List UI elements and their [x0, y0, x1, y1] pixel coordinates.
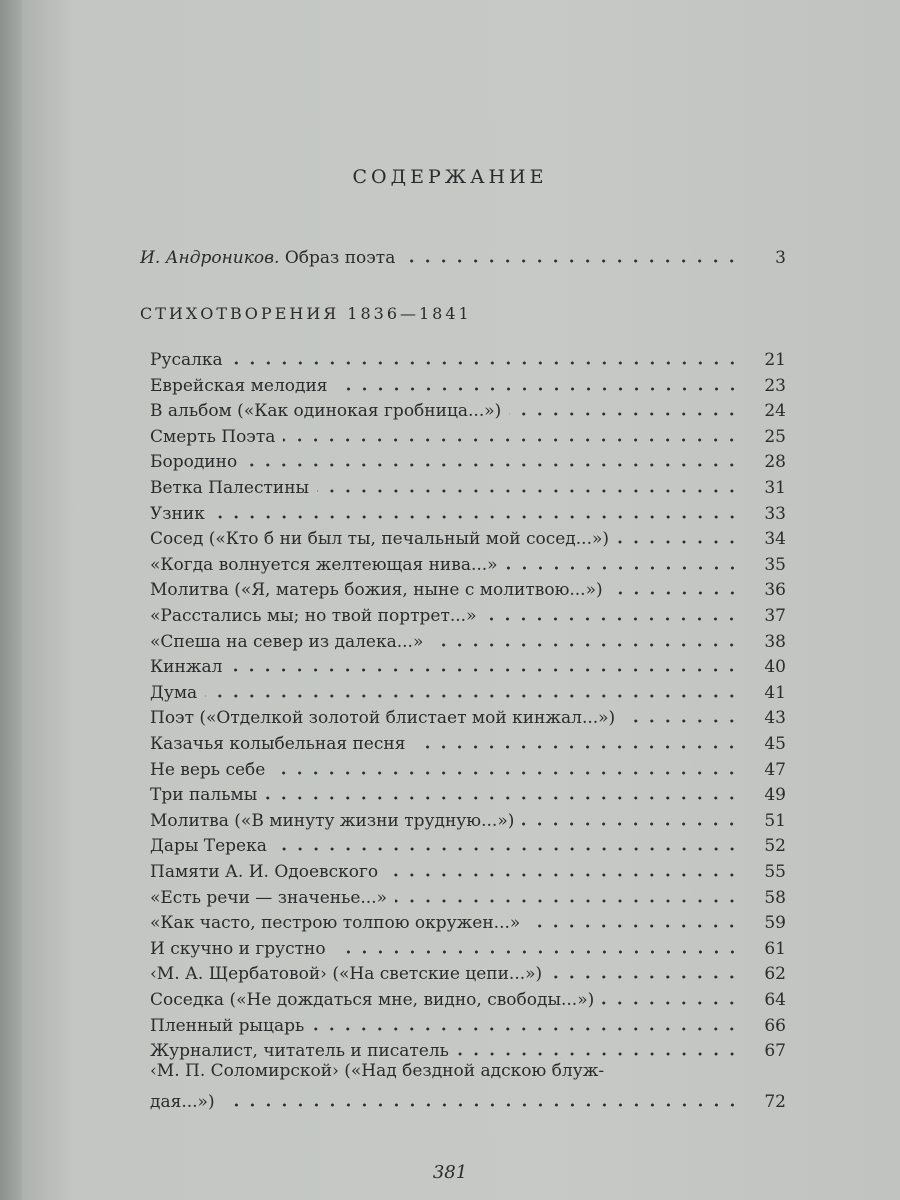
leader-dots [273, 771, 740, 775]
toc-entry-page: 33 [764, 503, 786, 524]
toc-entry [150, 421, 786, 447]
leader-dots [223, 1103, 740, 1107]
toc-entry [150, 395, 786, 421]
leader-dots [509, 412, 740, 416]
leader-dots [317, 489, 740, 493]
toc-entry [150, 907, 786, 933]
leader-dots [403, 259, 740, 263]
toc-entry-title: Соседка («Не дождаться мне, видно, свободы...») [150, 990, 595, 1010]
toc-entry-title: Смерть Поэта [150, 426, 276, 447]
toc-entry-page: 31 [764, 478, 786, 498]
toc-entry-page: 36 [764, 580, 786, 601]
leader-dots [413, 745, 740, 749]
toc-entry-title: «Есть речи — значенье...» [150, 887, 388, 908]
toc-entry-page: 66 [764, 1015, 786, 1036]
toc-entry-page: 72 [764, 1092, 786, 1113]
toc-entry-page: 61 [764, 938, 786, 959]
leader-dots [431, 643, 740, 647]
leader-dots [386, 873, 740, 877]
toc-entry [150, 446, 786, 472]
toc-entry [150, 651, 786, 677]
leader-dots [213, 515, 740, 519]
leader-dots [484, 617, 740, 621]
toc-entry-title: Дары Терека [150, 836, 267, 857]
toc-entry [150, 933, 786, 959]
toc-entry-title: Памяти А. И. Одоевского [150, 862, 379, 882]
leader-dots [550, 975, 740, 979]
leader-dots [611, 591, 740, 595]
leader-dots [336, 387, 740, 391]
toc-entry-page: 55 [764, 862, 786, 882]
leader-dots [617, 540, 740, 544]
toc-entry-page: 41 [764, 682, 786, 703]
toc-entry [150, 779, 786, 805]
toc-entry-title: Не верь себе [150, 759, 266, 780]
page-title: СОДЕРЖАНИЕ [352, 166, 548, 188]
intro-author: И. Андроников. [140, 248, 280, 268]
toc-entry [150, 805, 786, 831]
leader-dots [265, 796, 740, 800]
leader-dots [312, 1027, 740, 1031]
toc-entry-title: ‹М. П. Соломирской› («Над бездной адскою блуж- [150, 1060, 605, 1081]
toc-entry [150, 754, 786, 780]
toc-entry-title: «Спеша на север из далека...» [150, 631, 424, 652]
toc-entry-title: Бородино [150, 452, 238, 473]
toc-entry-title: «Когда волнуется желтеющая нива...» [150, 554, 498, 575]
leader-dots [230, 668, 740, 672]
leader-dots [623, 719, 740, 723]
toc-entry [150, 549, 786, 575]
toc-entry-title: Казачья колыбельная песня [150, 734, 406, 754]
toc-entry-title: Поэт («Отделкой золотой блистает мой кинжал...») [150, 708, 616, 729]
toc-entry-page: 59 [764, 913, 786, 934]
leader-dots [283, 438, 740, 442]
toc-entry-title: Пленный рыцарь [150, 1015, 305, 1036]
section-heading: СТИХОТВОРЕНИЯ 1836—1841 [140, 304, 472, 323]
toc-entry-title: Ветка Палестины [150, 478, 310, 498]
toc-entry-page: 58 [764, 887, 786, 908]
toc-entry-title: Сосед («Кто б ни был ты, печальный мой сосед...») [150, 529, 609, 550]
toc-entry-title: И скучно и грустно [150, 938, 326, 959]
toc-entry-page: 35 [764, 554, 786, 575]
toc-entry-title: Три пальмы [150, 785, 258, 806]
toc-entry [150, 856, 786, 882]
leader-dots [245, 463, 740, 467]
leader-dots [522, 822, 740, 826]
toc-entry-page: 37 [764, 606, 786, 626]
toc-entry [150, 882, 786, 908]
leader-dots [602, 1001, 740, 1005]
toc-entry-page: 45 [764, 734, 786, 754]
toc-entry-title: Молитва («В минуту жизни трудную...») [150, 810, 515, 831]
toc-entry [150, 370, 786, 396]
page-number: 381 [432, 1162, 468, 1183]
toc-entry-title: «Как часто, пестрою толпою окружен...» [150, 913, 521, 934]
toc-entry-page: 64 [764, 990, 786, 1010]
toc-entry [150, 574, 786, 600]
toc-entry [150, 984, 786, 1010]
toc-entry [150, 472, 786, 498]
toc-entry-title: Молитва («Я, матерь божия, ныне с молитвою...») [150, 580, 603, 601]
intro-text: Образ поэта [284, 248, 396, 268]
toc-entry [150, 1086, 786, 1112]
toc-entry-page: 62 [764, 964, 786, 985]
toc-entry-title: Русалка [150, 350, 223, 370]
leader-dots [395, 899, 740, 903]
toc-entry-page: 38 [764, 631, 786, 652]
toc-entry-page: 47 [764, 759, 786, 780]
leader-dots [334, 950, 740, 954]
toc-entry [150, 1010, 786, 1036]
toc-entry-page: 51 [764, 810, 786, 831]
toc-entry [150, 600, 786, 626]
leader-dots [275, 847, 740, 851]
toc-entry-page: 43 [764, 708, 786, 729]
leader-dots [528, 924, 740, 928]
toc-entry-title: Еврейская мелодия [150, 375, 328, 396]
toc-entry-page: 40 [764, 657, 786, 678]
toc-intro-row [140, 242, 786, 268]
toc-entry-page: 34 [764, 529, 786, 550]
leader-dots [506, 566, 740, 570]
toc-entry-page: 23 [764, 375, 786, 396]
toc-entry-title: Узник [150, 503, 205, 524]
toc-entry [150, 677, 786, 703]
toc-entry-page: 52 [764, 836, 786, 857]
toc-entry-title: ‹М. А. Щербатовой› («На светские цепи...») [150, 964, 543, 985]
toc-entry-page: 49 [764, 785, 786, 806]
toc-entry [150, 958, 786, 984]
toc-entry [150, 830, 786, 856]
toc-entry-page: 67 [764, 1041, 786, 1062]
toc-entry [150, 523, 786, 549]
toc-entry-title: Журналист, читатель и писатель [150, 1041, 449, 1062]
leader-dots [231, 361, 740, 365]
toc-entry [150, 626, 786, 652]
toc-entry-page: 28 [764, 452, 786, 473]
toc-entry-page: 24 [764, 401, 786, 422]
toc-entry-title: Кинжал [150, 657, 223, 678]
toc-entry-title-continuation: дая...») [150, 1092, 215, 1113]
toc-entry [150, 498, 786, 524]
toc-entry [150, 344, 786, 370]
toc-entry-page: 21 [764, 350, 786, 370]
leader-dots [457, 1052, 740, 1056]
toc-entry [150, 702, 786, 728]
toc-entry-page: 25 [764, 426, 786, 447]
intro-page: 3 [775, 248, 786, 268]
toc-entry-title: «Расстались мы; но твой портрет...» [150, 606, 477, 626]
leader-dots [205, 694, 740, 698]
toc-entry [150, 1035, 786, 1061]
toc-entry-title: Дума [150, 682, 198, 703]
toc-entry [150, 728, 786, 754]
toc-entry-title: В альбом («Как одинокая гробница...») [150, 401, 502, 422]
